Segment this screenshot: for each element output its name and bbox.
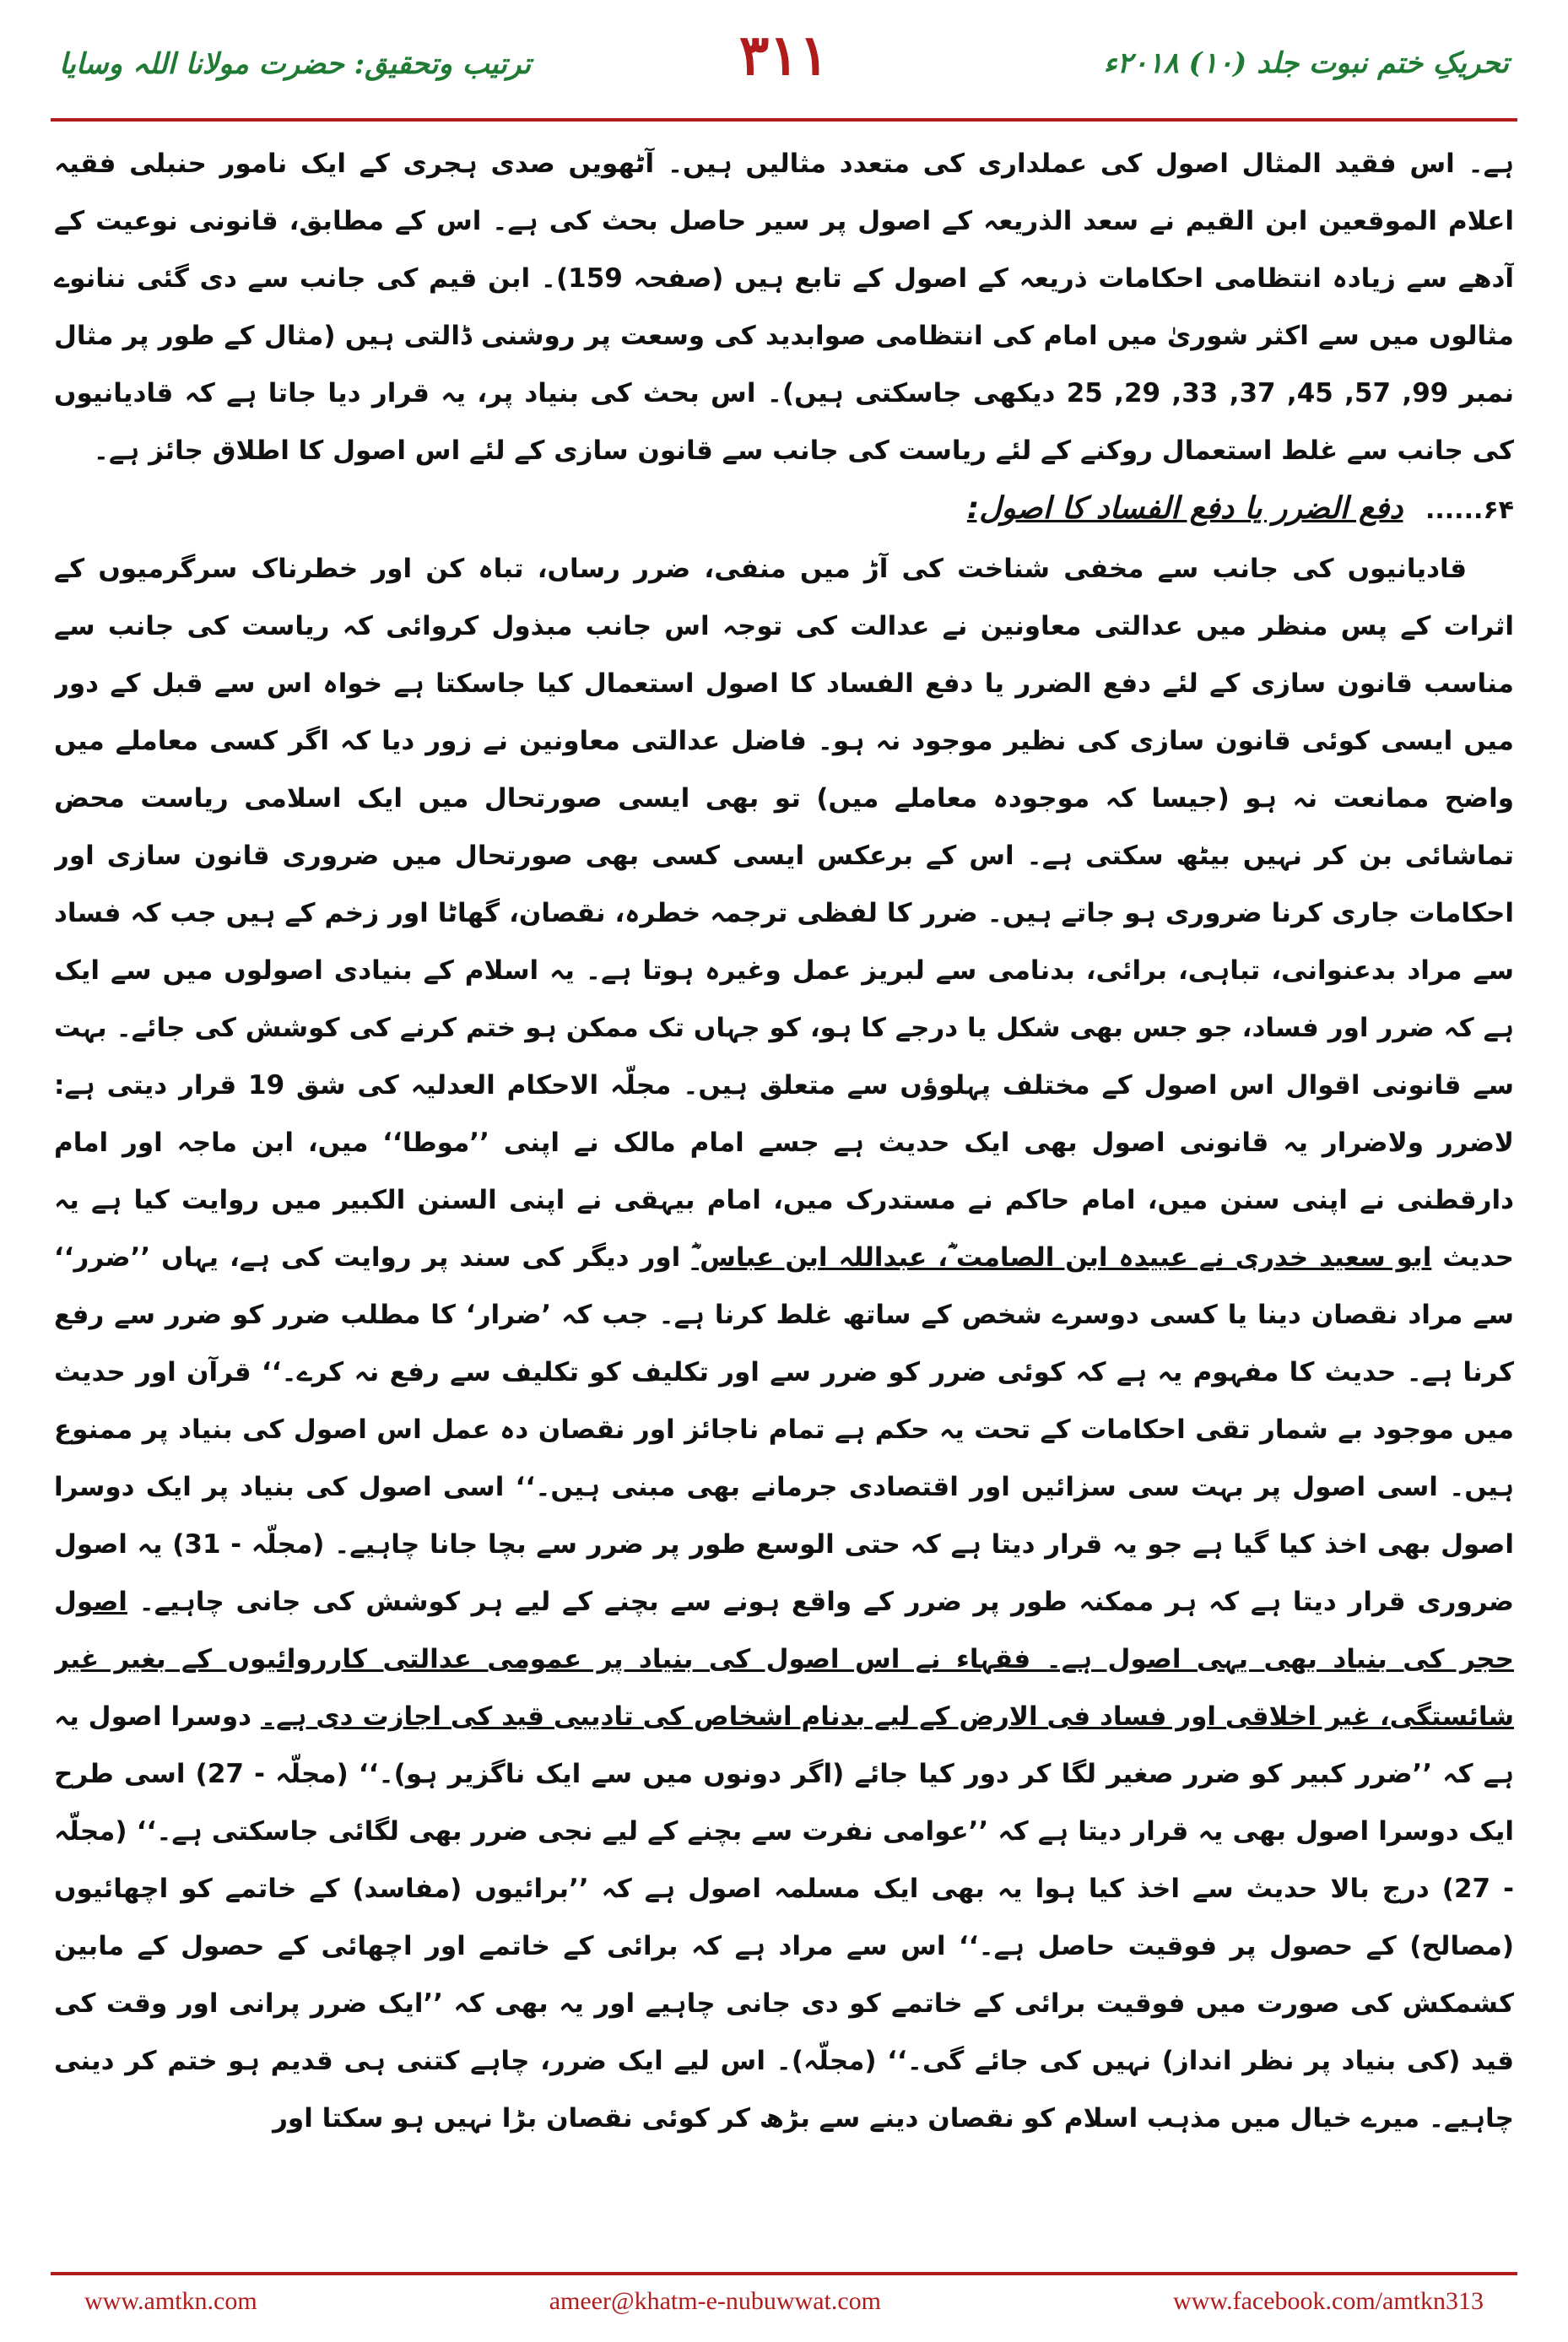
paragraph-text-part-c: دوسرا اصول یہ ہے کہ ’’ضرر کبیر کو ضرر صغیر لگا کر دور کیا جائے (اگر دونوں میں سے ایک ناگزیر ہو)۔‘‘ (مجلّہ - 27) اسی طرح ایک دوسرا اصول بھی یہ قرار دیتا ہے کہ ’’عوامی نفرت سے بچنے کے لیے نجی ضرر بھی لگائی جاسکتی ہے۔‘‘ (مجلّہ - 27) درج بالا حدیث سے اخذ کیا ہوا یہ بھی ایک مسلمہ اصول ہے کہ ’’برائیوں (مفاسد) کے خاتمے کو اچھائیوں (مصالح) کے حصول پر فوقیت حاصل ہے۔‘‘ اس سے مراد ہے کہ برائی کے خاتمے اور اچھائی کے حصول کے مابین کشمکش کی صورت میں فوقیت برائی کے خاتمے کو دی جانی چاہیے اور یہ بھی کہ ’’ایک ضرر پرانی اور وقت کی قید (کی بنیاد پر نظر انداز) نہیں کی جائے گی۔‘‘ (مجلّہ)۔ اس لیے ایک ضرر، چاہے کتنی ہی قدیم ہو ختم کر دینی چاہیے۔ میرے خیال میں مذہب اسلام کو نقصان دینے سے بڑھ کر کوئی نقصان بڑا نہیں ہو سکتا اور (54, 1701, 1514, 2134)
section-title: دفع الضرر یا دفع الفساد کا اصول: (966, 491, 1403, 526)
footer-facebook-link[interactable]: www.facebook.com/amtkn313 (1173, 2287, 1484, 2315)
header-book-title: تحریکِ ختم نبوت جلد (۱۰) ۲۰۱۸ء (1103, 46, 1509, 80)
paragraph-text-part-a: قادیانیوں کی جانب سے مخفی شناخت کی آڑ میں منفی، ضرر رساں، تباہ کن اور خطرناک سرگرمیوں کے اثرات کے پس منظر میں عدالتی معاونین نے عدالت کی توجہ اس جانب مبذول کروائی کہ ریاست کی جانب سے مناسب قانون سازی کے لئے دفع الضرر یا دفع الفساد کا اصول استعمال کیا جاسکتا ہے خواہ اس سے قبل کے دور میں ایسی کوئی قانون سازی کی نظیر موجود نہ ہو۔ فاضل عدالتی معاونین نے زور دیا کہ اگر کسی معاملے میں واضح ممانعت نہ ہو (جیسا کہ موجودہ معاملے میں) تو بھی ایسی صورتحال میں ایک اسلامی ریاست محض تماشائی بن کر نہیں بیٹھ سکتی ہے۔ اس کے برعکس ایسی کسی بھی صورتحال میں ضروری قانون سازی اور احکامات جاری کرنا ضروری ہو جاتے ہیں۔ ضرر کا لفظی ترجمہ خطرہ، نقصان، گھاٹا اور زخم کے ہیں جب کہ فساد سے مراد بدعنوانی، تباہی، برائی، بدنامی سے لبریز عمل وغیرہ ہوتا ہے۔ یہ اسلام کے بنیادی اصولوں میں سے ایک ہے کہ ضرر اور فساد، جو جس بھی شکل یا درجے کا ہو، کو جہاں تک ممکن ہو ختم کرنے کی کوشش کی جائے۔ بہت سے قانونی اقوال اس اصول کے مختلف پہلوؤں سے متعلق ہیں۔ مجلّہ الاحکام العدلیہ کی شق 19 قرار دیتی ہے: لاضرر ولاضرار یہ قانونی اصول بھی ایک حدیث ہے جسے امام مالک نے اپنی ’’موطا‘‘ میں، ابن ماجہ اور امام دارقطنی نے اپنی سنن میں، امام حاکم نے مستدرک میں، امام بیہقی نے اپنی السنن الکبیر میں روایت کیا ہے یہ حدیث (54, 554, 1514, 1273)
paragraph-daf-al-darar (54, 540, 1514, 2147)
section-heading (54, 479, 1514, 540)
paragraph-text-part-b: اور دیگر کی سند پر روایت کی ہے، یہاں ’’ضرر‘‘ سے مراد نقصان دینا یا کسی دوسرے شخص کے ساتھ غلط کرنا ہے۔ جب کہ ’ضرار‘ کا مطلب ضرر کو ضرر سے رفع کرنا ہے۔ حدیث کا مفہوم یہ ہے کہ کوئی ضرر کو ضرر سے اور تکلیف کو تکلیف سے رفع نہ کرے۔‘‘ قرآن اور حدیث میں موجود بے شمار تقی احکامات کے تحت یہ حکم ہے تمام ناجائز اور نقصان دہ عمل اس اصول کی بنیاد پر ممنوع ہیں۔ اسی اصول پر بہت سی سزائیں اور اقتصادی جرمانے بھی مبنی ہیں۔‘‘ اسی اصول کی بنیاد پر ایک دوسرا اصول بھی اخذ کیا گیا ہے جو یہ قرار دیتا ہے کہ حتی الوسع طور پر ضرر سے بچا جانا چاہیے۔ (مجلّہ - 31) یہ اصول ضروری قرار دیتا ہے کہ ہر ممکنہ طور پر ضرر کے واقع ہونے سے بچنے کے لیے ہر کوشش کی جانی چاہیے۔ (54, 1242, 1514, 1617)
page-body (54, 135, 1514, 2262)
page-footer (84, 2280, 1484, 2323)
hajr-principle-underlined: اصول حجر کی بنیاد بھی یہی اصول ہے۔ فقہاء نے اس اصول کی بنیاد پر عمومی عدالتی کارروائیوں کے بغیر غیر شائستگی، غیر اخلاقی اور فساد فی الارض کے لیے بدنام اشخاص کی تادیبی قید کی اجازت دی ہے۔ (54, 1587, 1514, 1732)
hadith-narrators-underlined: ابو سعید خدری نے عبیدہ ابن الصامت ؓ، عبداللہ ابن عباس ؓ (691, 1242, 1432, 1273)
header-compiler: ترتیب وتحقیق: حضرت مولانا اللہ وسایا (59, 46, 532, 81)
paragraph-ibn-qayyim: ہے۔ اس فقید المثال اصول کی عملداری کی متعدد مثالیں ہیں۔ آٹھویں صدی ہجری کے ایک نامور حنبلی فقیہ اعلام الموقعین ابن القیم نے سعد الذریعہ کے اصول پر سیر حاصل بحث کی ہے۔ اس کے مطابق، قانونی نوعیت کے آدھے سے زیادہ انتظامی احکامات ذریعہ کے اصول کے تابع ہیں (صفحہ 159)۔ ابن قیم کی جانب سے دی گئی ننانوے مثالوں میں سے اکثر شوریٰ میں امام کی انتظامی صوابدید کی وسعت پر روشنی ڈالتی ہیں (مثال کے طور پر مثال نمبر 99, 57, 45, 37, 33, 29, 25 دیکھی جاسکتی ہیں)۔ اس بحث کی بنیاد پر، یہ قرار دیا جاتا ہے کہ قادیانیوں کی جانب سے غلط استعمال روکنے کے لئے ریاست کی جانب سے قانون سازی کے لئے اس اصول کا اطلاق جائز ہے۔ (54, 149, 1514, 466)
page-header (59, 17, 1509, 110)
footer-website-link[interactable]: www.amtkn.com (84, 2287, 257, 2315)
footer-email-link[interactable]: ameer@khatm-e-nubuwwat.com (549, 2287, 882, 2315)
section-number: ۶۴...... (1425, 495, 1514, 525)
page-number: ۳۱۱ (738, 22, 830, 88)
header-divider (51, 118, 1517, 122)
footer-divider (51, 2272, 1517, 2275)
